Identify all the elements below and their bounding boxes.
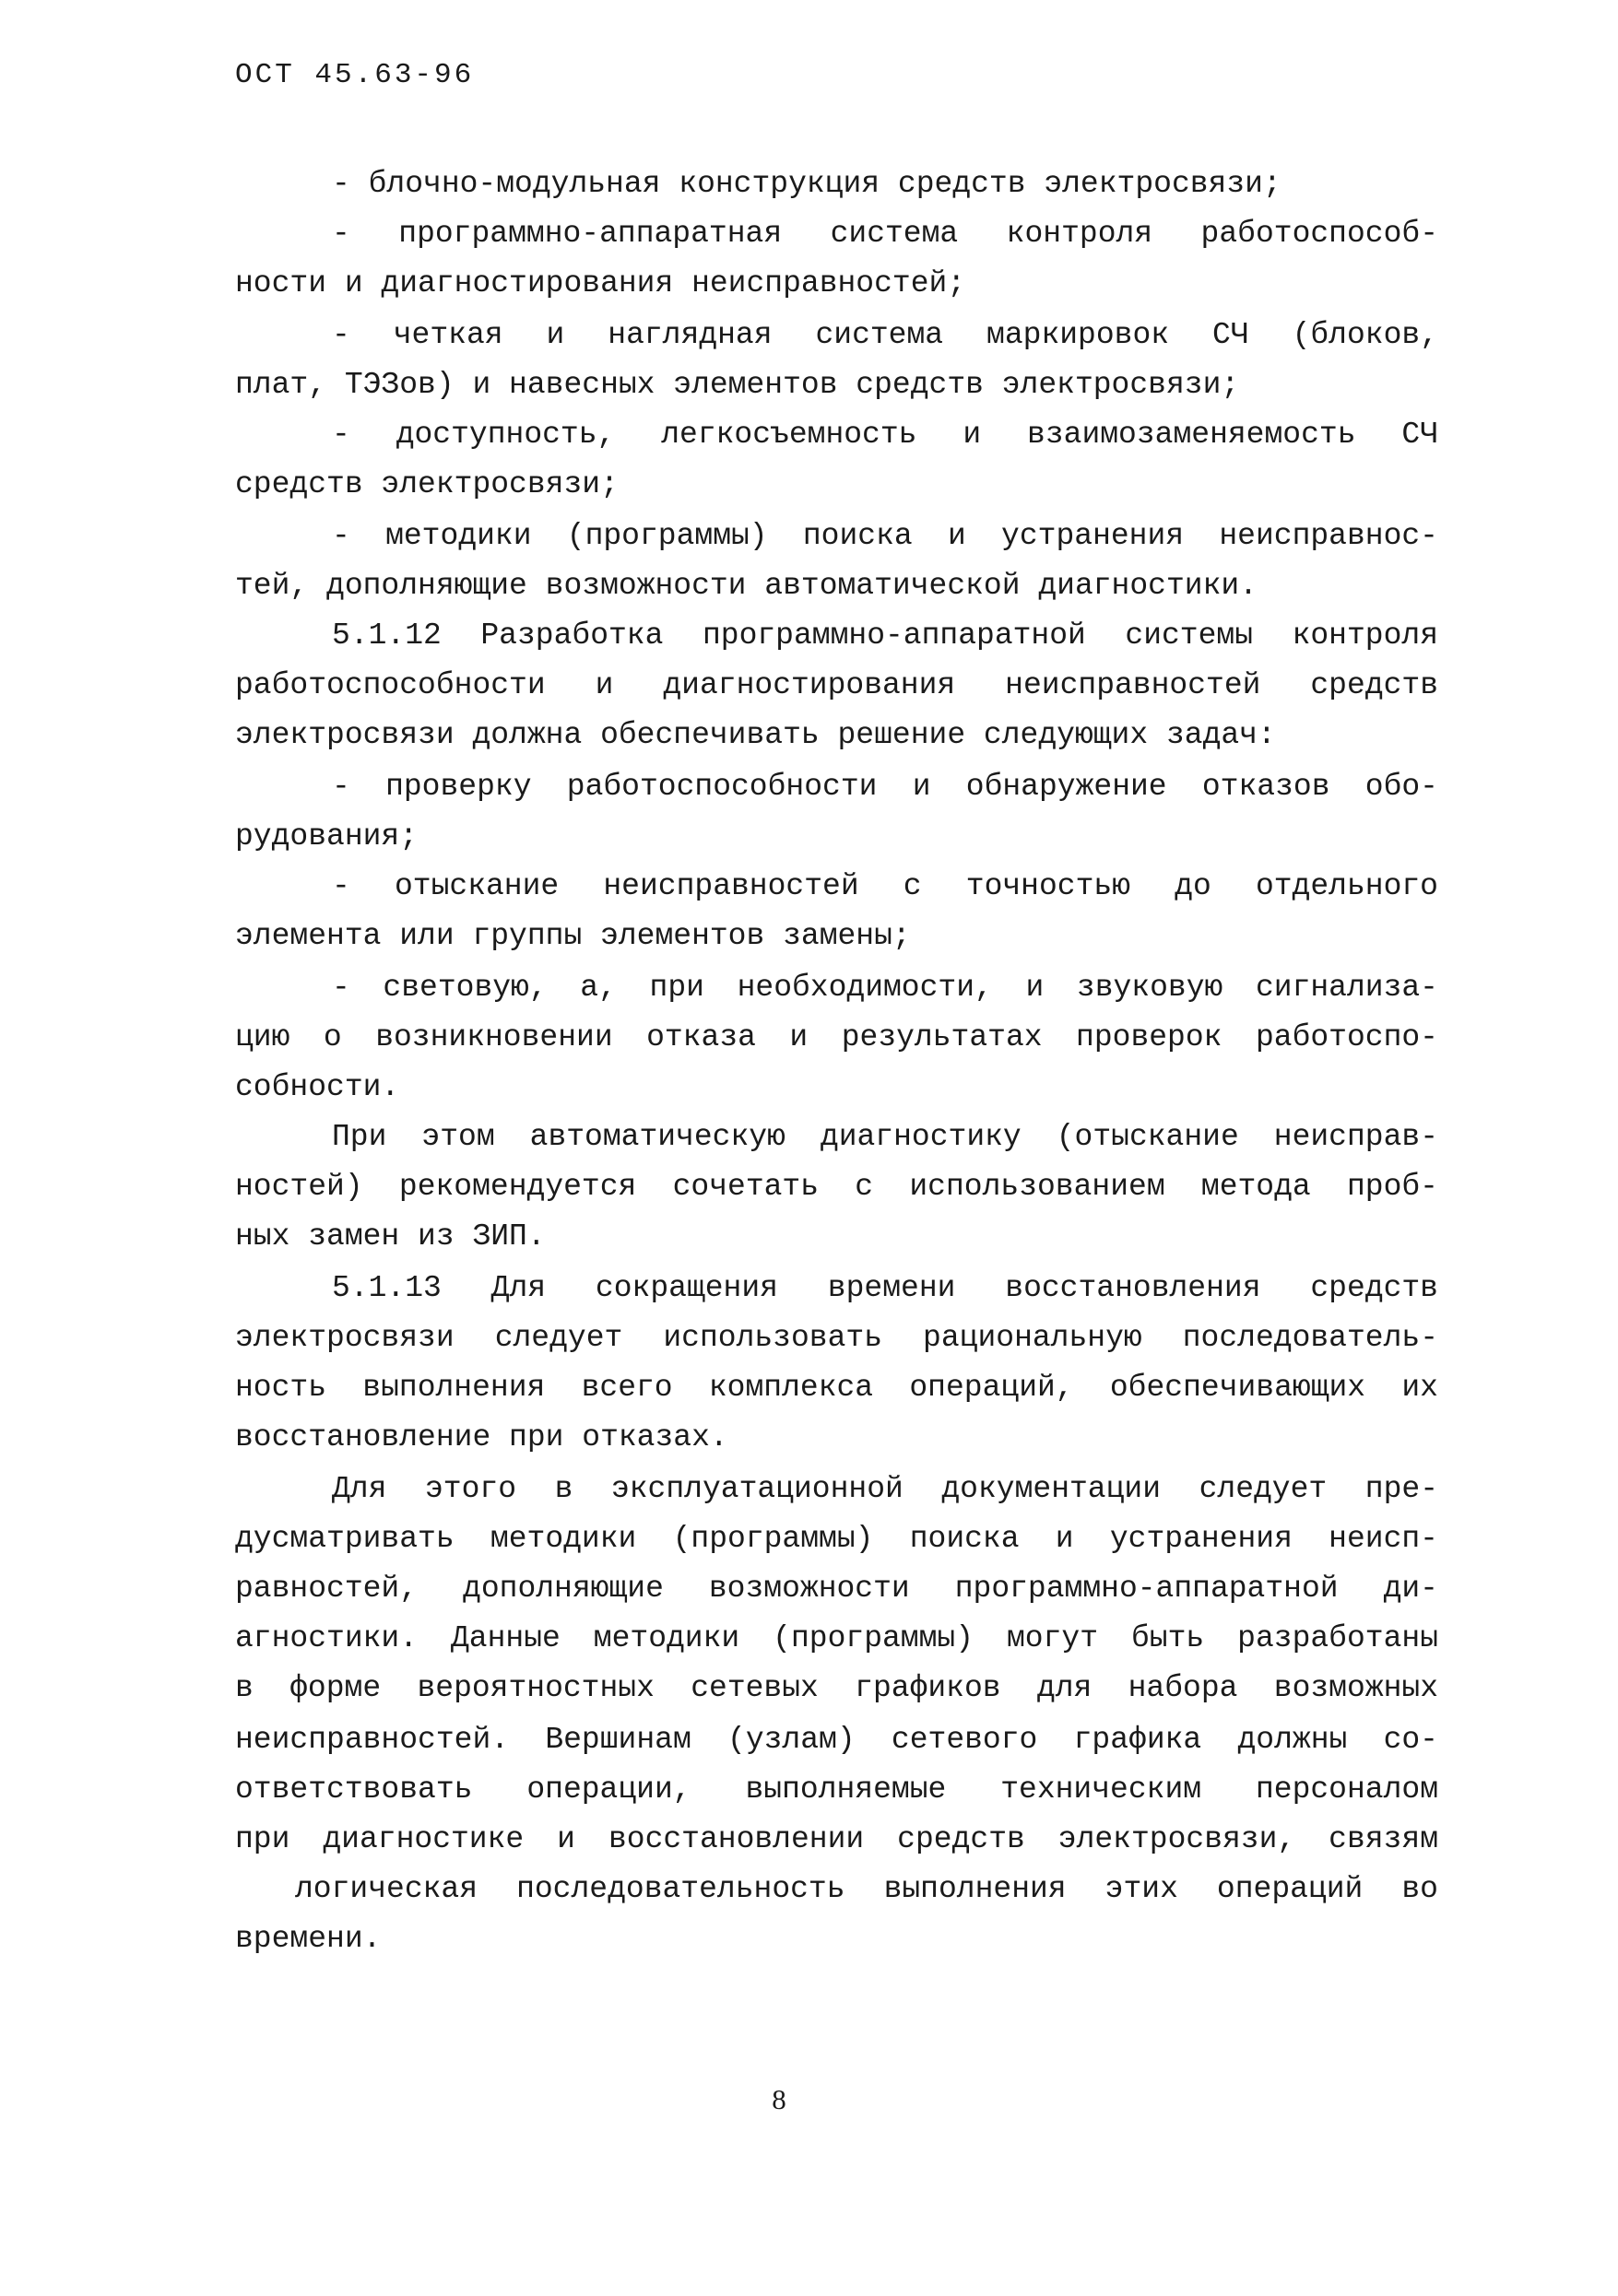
text-line: времени. (235, 1922, 382, 1956)
document-code-header: ОСТ 45.63-96 (235, 59, 475, 91)
text-line: - программно-аппаратная система контроля работоспособ- (332, 217, 1438, 251)
text-line: рудования; (235, 819, 419, 854)
text-line: - световую, а, при необходимости, и звуковую сигнализа- (332, 971, 1438, 1005)
text-line: - отыскание неисправностей с точностью до отдельного (332, 869, 1438, 903)
text-line: ность выполнения всего комплекса операций, обеспечивающих их (235, 1371, 1438, 1405)
text-line: электросвязи следует использовать рациональную последователь- (235, 1321, 1438, 1355)
text-line: ответствовать операции, выполняемые техническим персоналом (235, 1772, 1438, 1807)
text-line: в форме вероятностных сетевых графиков для набора возможных (235, 1671, 1438, 1705)
text-line: ности и диагностирования неисправностей; (235, 266, 966, 300)
text-line: дусматривать методики (программы) поиска и устранения неисп- (235, 1522, 1438, 1556)
text-line: - блочно-модульная конструкция средств электросвязи; (332, 167, 1281, 201)
section-5-1-12-heading: 5.1.12 Разработка программно-аппаратной системы контроля (332, 618, 1438, 653)
text-line: элемента или группы элементов замены; (235, 919, 911, 953)
text-line: - методики (программы) поиска и устранения неисправнос- (332, 519, 1438, 553)
text-line: ностей) рекомендуется сочетать с использованием метода проб- (235, 1170, 1438, 1204)
text-line: плат, ТЭЗов) и навесных элементов средств электросвязи; (235, 368, 1240, 402)
text-line: средств электросвязи; (235, 467, 619, 501)
text-line: собности. (235, 1070, 400, 1104)
text-line: цию о возникновении отказа и результатах проверок работоспо- (235, 1020, 1438, 1054)
text-line: При этом автоматическую диагностику (отыскание неисправ- (332, 1120, 1438, 1154)
page-number: 8 (772, 2083, 786, 2115)
text-line: тей, дополняющие возможности автоматической диагностики. (235, 569, 1258, 603)
text-line: равностей, дополняющие возможности программно-аппаратной ди- (235, 1572, 1438, 1606)
text-line: - проверку работоспособности и обнаружение отказов обо- (332, 770, 1438, 804)
text-line: электросвязи должна обеспечивать решение следующих задач: (235, 718, 1276, 752)
text-line: логическая последовательность выполнения этих операций во (295, 1872, 1438, 1906)
text-line: - доступность, легкосъемность и взаимозаменяемость СЧ (332, 418, 1438, 452)
text-line: Для этого в эксплуатационной документации следует пре- (332, 1472, 1438, 1506)
text-line: агностики. Данные методики (программы) могут быть разработаны (235, 1621, 1438, 1655)
text-line: восстановление при отказах. (235, 1420, 728, 1454)
section-5-1-13-heading: 5.1.13 Для сокращения времени восстановления средств (332, 1271, 1438, 1305)
text-line: при диагностике и восстановлении средств электросвязи, связям (235, 1822, 1438, 1856)
text-line: работоспособности и диагностирования неисправностей средств (235, 668, 1438, 702)
text-line: - четкая и наглядная система маркировок СЧ (блоков, (332, 318, 1438, 352)
text-line: ных замен из ЗИП. (235, 1219, 546, 1254)
text-line: неисправностей. Вершинам (узлам) сетевого графика должны со- (235, 1723, 1438, 1757)
